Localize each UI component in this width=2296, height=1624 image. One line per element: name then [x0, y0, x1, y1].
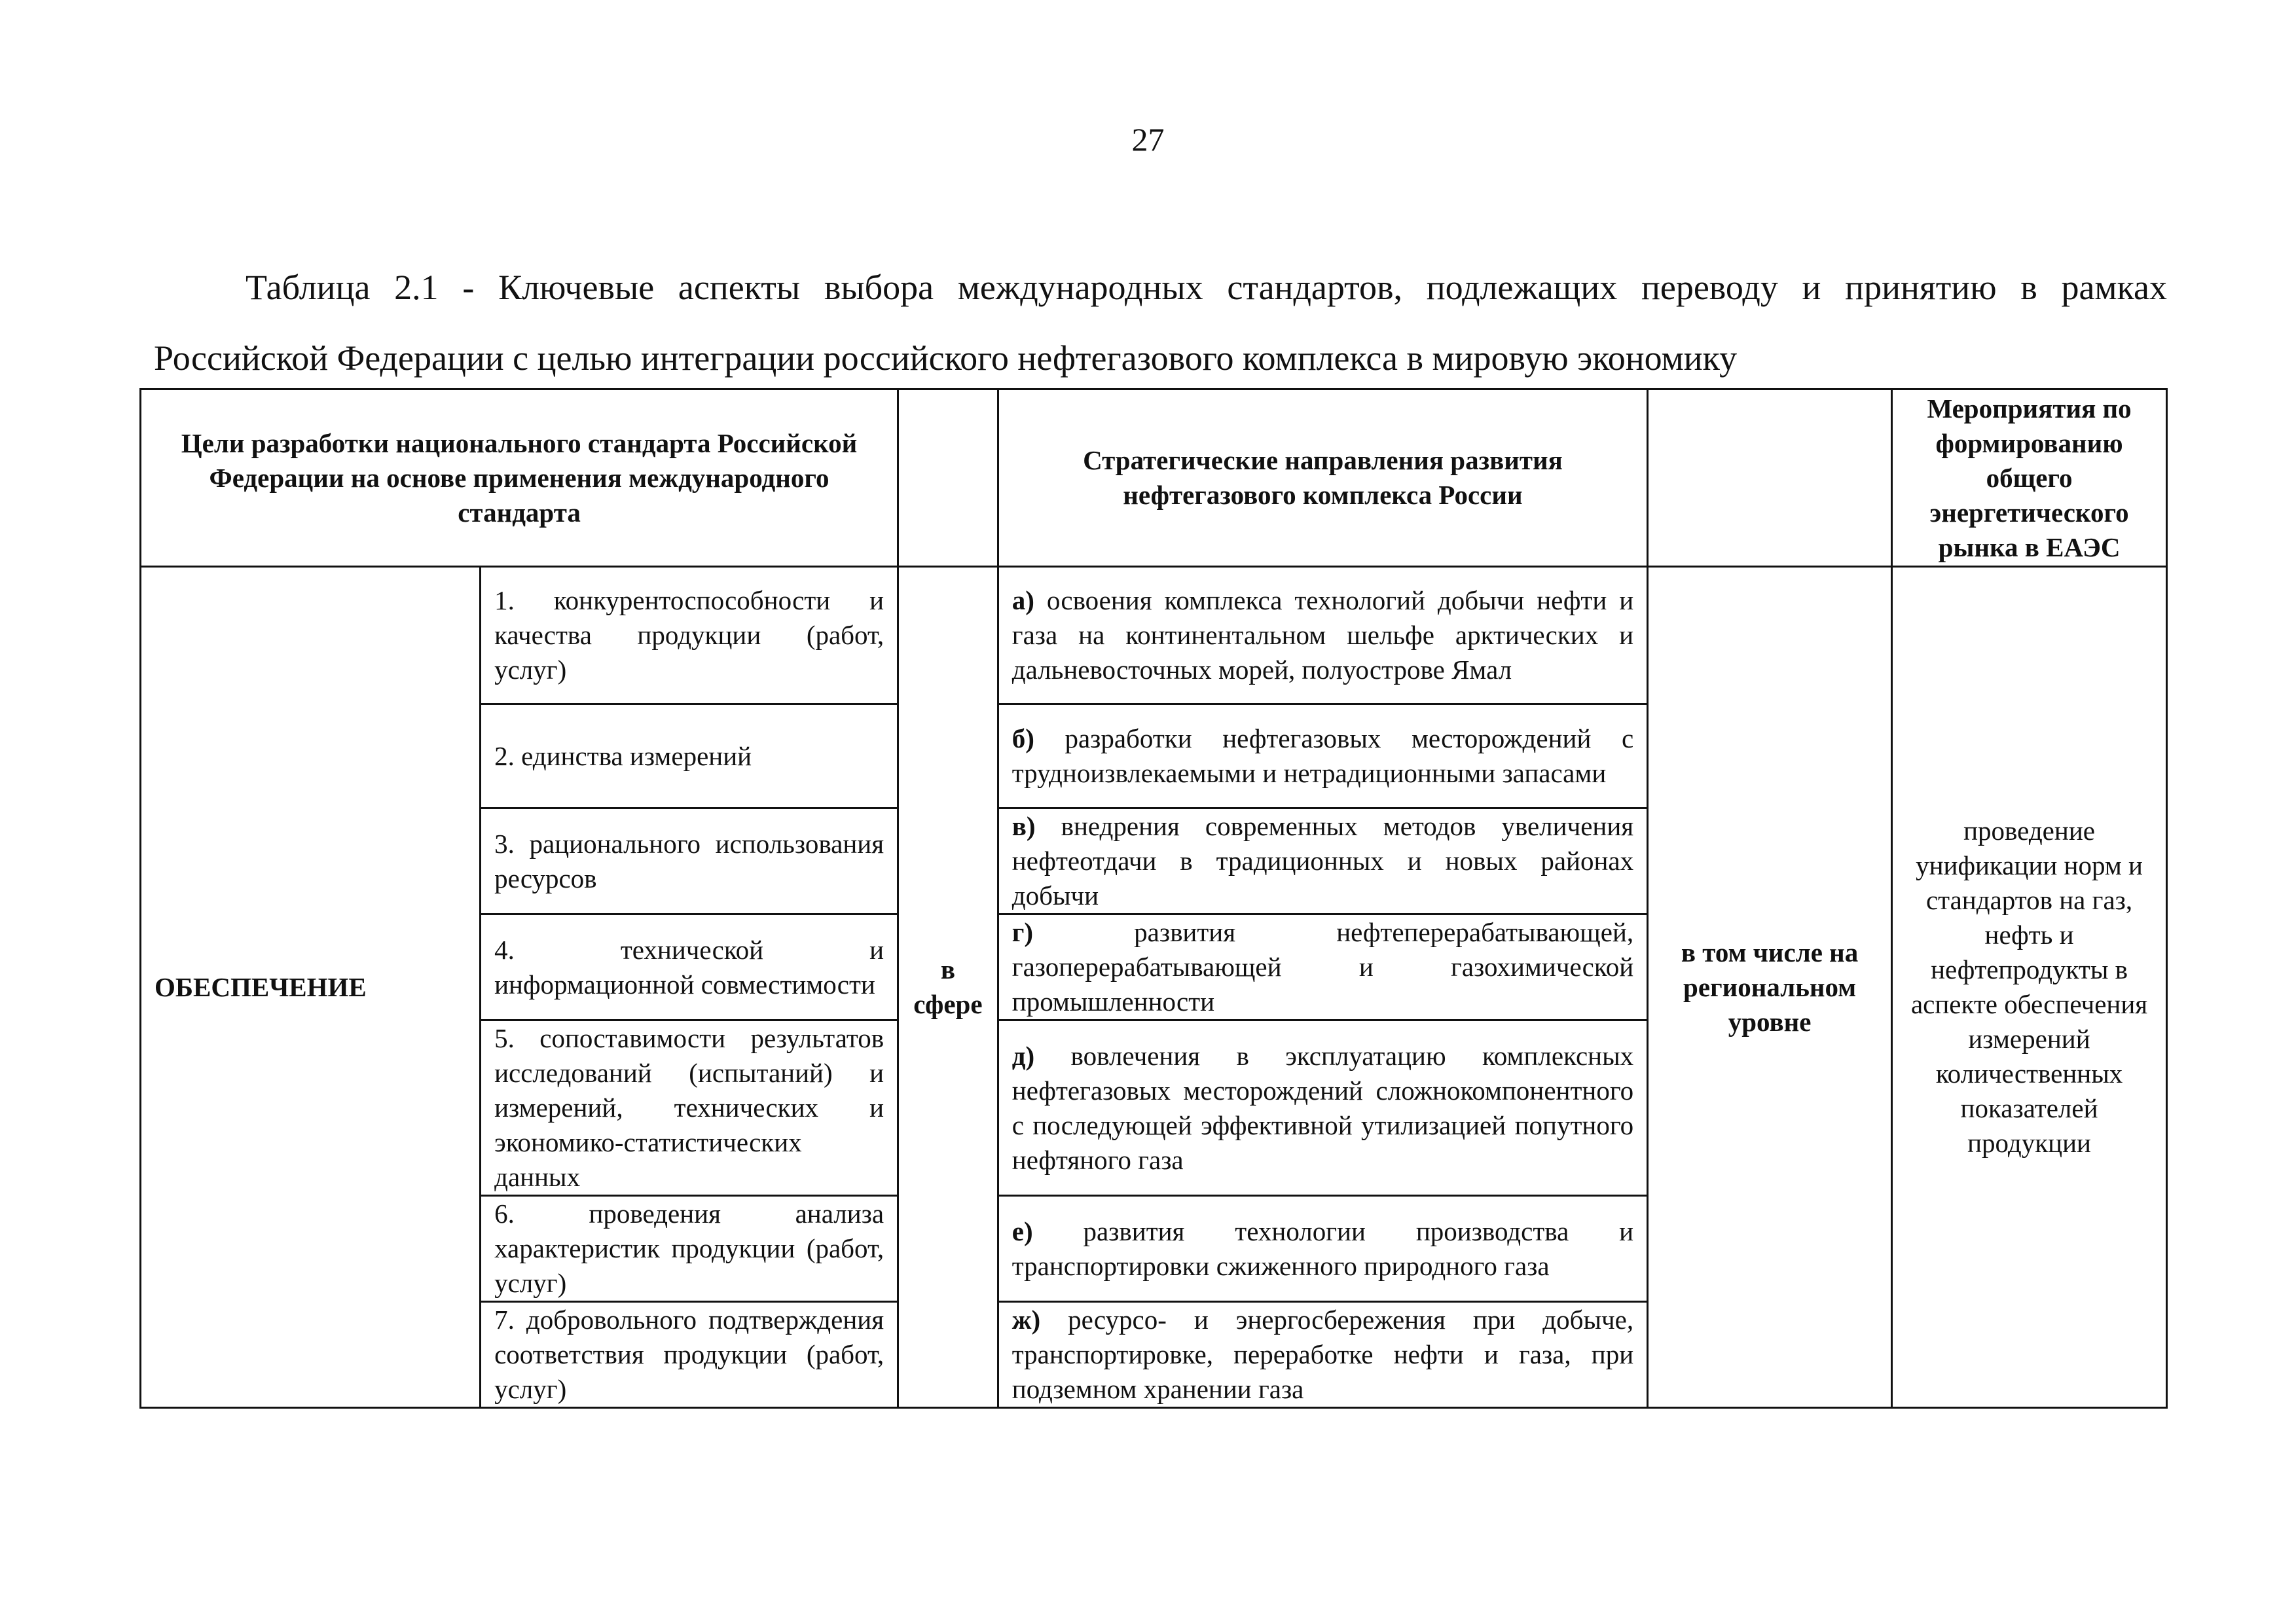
- direction-mark: в): [1011, 811, 1036, 841]
- direction-text: разработки нефтегазовых месторождений с трудноизвлекаемыми и нетрадиционными запасами: [1011, 723, 1634, 788]
- caption-line-2: Российской Федерации с целью интеграции российского нефтегазового комплекса в мировую экономику: [154, 338, 1738, 378]
- direction-mark: г): [1011, 917, 1034, 947]
- goal-item-4: 4. технической и информационной совместимости: [481, 914, 898, 1020]
- direction-text: вовлечения в эксплуатацию комплексных нефтегазовых месторождений сложнокомпонентного с последующей эффективной утилизацией попутного нефтяного газа: [1011, 1040, 1634, 1175]
- table-row: [141, 567, 2167, 704]
- direction-mark: д): [1011, 1040, 1035, 1071]
- sphere-label: в сфере: [898, 567, 998, 1408]
- direction-text: внедрения современных методов увеличения нефтеотдачи в традиционных и новых районах добычи: [1011, 811, 1634, 911]
- direction-item-e: [998, 1196, 1647, 1302]
- standards-table: [139, 388, 2168, 1409]
- regional-label: в том числе на региональном уровне: [1648, 567, 1892, 1408]
- goal-item-2: 2. единства измерений: [481, 704, 898, 808]
- goal-item-6: 6. проведения анализа характеристик продукции (работ, услуг): [481, 1196, 898, 1302]
- goal-item-1: 1. конкурентоспособности и качества продукции (работ, услуг): [481, 567, 898, 704]
- direction-mark: ж): [1011, 1305, 1041, 1335]
- direction-item-v: [998, 808, 1647, 914]
- table-caption: [154, 252, 2167, 393]
- goal-item-3: 3. рационального использования ресурсов: [481, 808, 898, 914]
- header-events: Мероприятия по формированию общего энергетического рынка в ЕАЭС: [1892, 389, 2167, 567]
- goal-item-5: 5. сопоставимости результатов исследований (испытаний) и измерений, технических и экономико-статистических данных: [481, 1020, 898, 1196]
- direction-text: развития нефтеперерабатывающей, газоперерабатывающей и газохимической промышленности: [1011, 917, 1634, 1017]
- header-regional-empty: [1648, 389, 1892, 567]
- direction-item-zh: [998, 1302, 1647, 1408]
- header-directions: Стратегические направления развития нефтегазового комплекса России: [998, 389, 1647, 567]
- direction-item-d: [998, 1020, 1647, 1196]
- header-sphere-empty: [898, 389, 998, 567]
- direction-mark: е): [1011, 1216, 1033, 1246]
- direction-item-a: [998, 567, 1647, 704]
- events-text: проведение унификации норм и стандартов на газ, нефть и нефтепродукты в аспекте обеспечения измерений количественных показателей продукции: [1892, 567, 2167, 1408]
- direction-mark: б): [1011, 723, 1034, 753]
- goal-item-7: 7. добровольного подтверждения соответствия продукции (работ, услуг): [481, 1302, 898, 1408]
- provision-label: ОБЕСПЕЧЕНИЕ: [141, 567, 481, 1408]
- direction-item-b: [998, 704, 1647, 808]
- direction-item-g: [998, 914, 1647, 1020]
- table-header-row: [141, 389, 2167, 567]
- direction-text: развития технологии производства и транспортировки сжиженного природного газа: [1011, 1216, 1634, 1281]
- header-goals: Цели разработки национального стандарта Российской Федерации на основе применения международного стандарта: [141, 389, 898, 567]
- direction-text: освоения комплекса технологий добычи нефти и газа на континентальном шельфе арктических и дальневосточных морей, полуострове Ямал: [1011, 585, 1634, 685]
- caption-line-1: Таблица 2.1 - Ключевые аспекты выбора международных стандартов, подлежащих переводу и принятию в рамках: [246, 268, 2167, 307]
- page-number: 27: [1131, 121, 1165, 158]
- direction-text: ресурсо- и энергосбережения при добыче, транспортировке, переработке нефти и газа, при подземном хранении газа: [1011, 1305, 1634, 1404]
- direction-mark: а): [1011, 585, 1034, 615]
